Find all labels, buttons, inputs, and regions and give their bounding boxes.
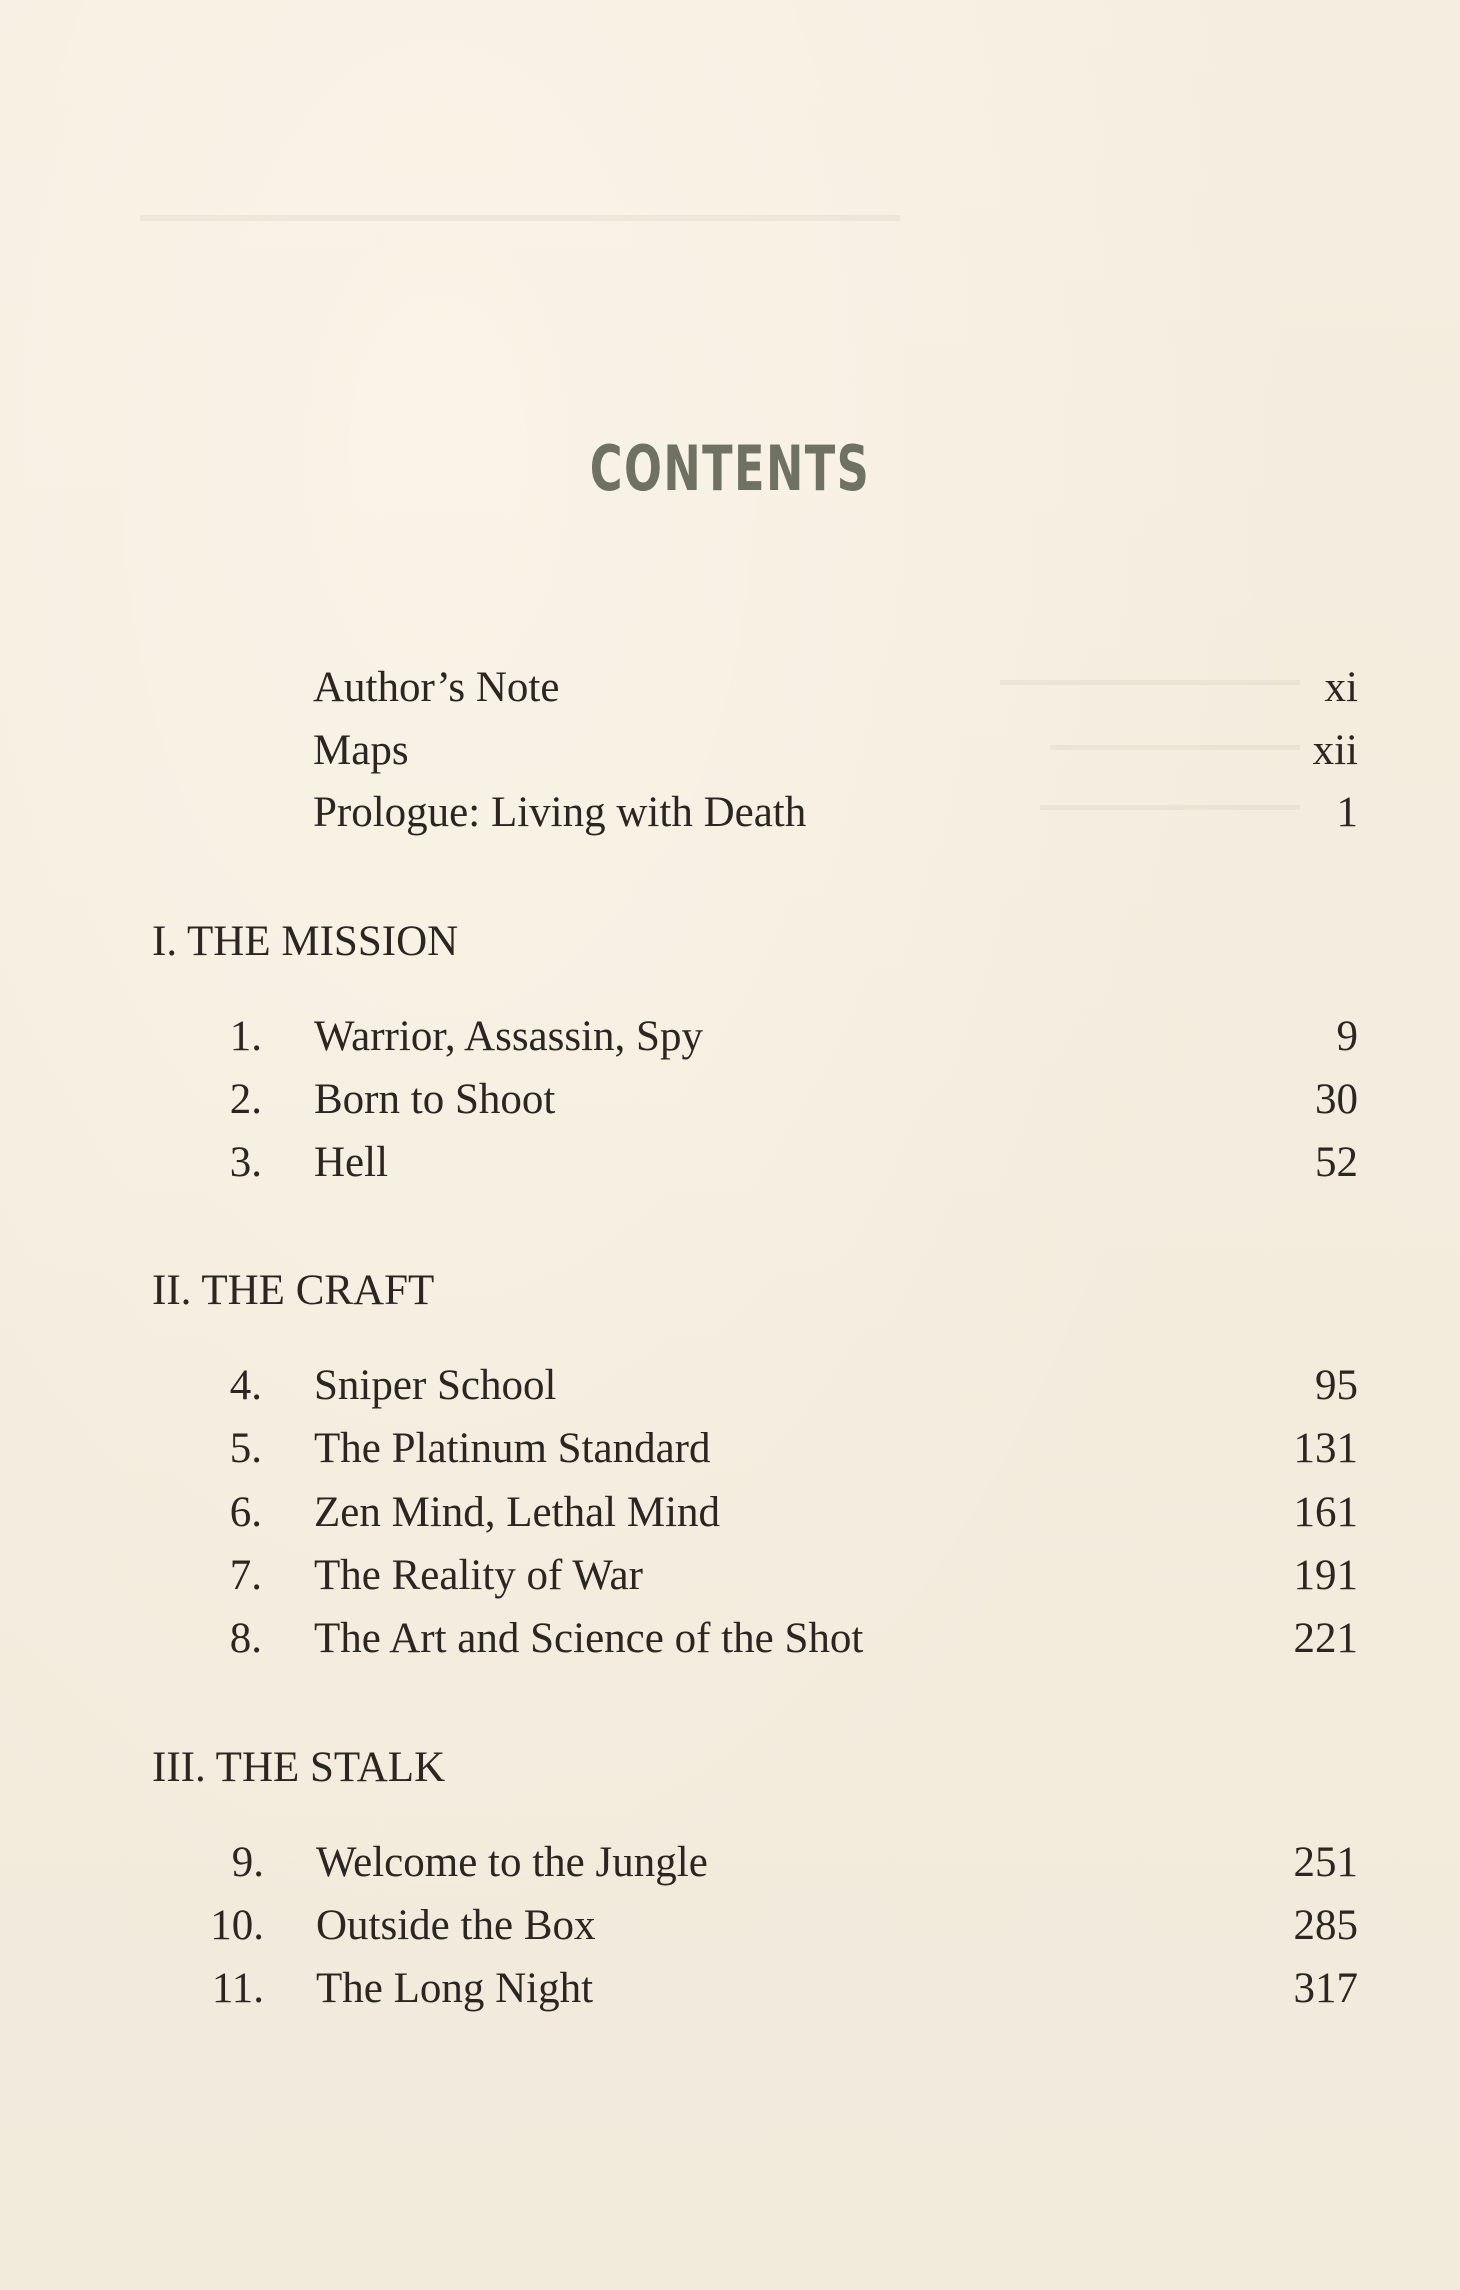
entry-page: 131 <box>1293 1425 1358 1472</box>
chapter-number: 4. <box>229 1362 262 1409</box>
toc-entry-chapter[interactable] <box>0 1427 1460 1477</box>
part-heading: III. THE STALK <box>152 1744 446 1791</box>
entry-page: 221 <box>1293 1615 1358 1662</box>
entry-label: Sniper School <box>314 1362 557 1409</box>
entry-label: The Platinum Standard <box>314 1425 711 1472</box>
chapter-number: 6. <box>229 1489 262 1536</box>
entry-label: Born to Shoot <box>314 1076 556 1123</box>
chapter-number: 11. <box>211 1965 264 2012</box>
chapter-number: 3. <box>229 1139 262 1186</box>
show-through-mark <box>140 215 900 221</box>
entry-label: The Reality of War <box>314 1552 643 1599</box>
toc-entry-maps[interactable] <box>0 729 1460 779</box>
toc-entry-authors-note[interactable] <box>0 666 1460 716</box>
entry-page: 285 <box>1293 1902 1358 1949</box>
toc-entry-chapter[interactable] <box>0 1904 1460 1954</box>
toc-entry-chapter[interactable] <box>0 1554 1460 1604</box>
entry-page: 161 <box>1293 1489 1358 1536</box>
entry-label: Outside the Box <box>316 1902 596 1949</box>
entry-page: 95 <box>1315 1362 1358 1409</box>
entry-label: Hell <box>314 1139 389 1186</box>
toc-entry-chapter[interactable] <box>0 1141 1460 1191</box>
chapter-number: 10. <box>210 1902 264 1949</box>
entry-page: xii <box>1312 727 1358 774</box>
toc-entry-chapter[interactable] <box>0 1015 1460 1065</box>
part-heading: I. THE MISSION <box>152 918 459 965</box>
entry-page: xi <box>1324 664 1358 711</box>
entry-page: 251 <box>1293 1839 1358 1886</box>
chapter-number: 5. <box>229 1425 262 1472</box>
entry-page: 191 <box>1293 1552 1358 1599</box>
toc-entry-prologue[interactable] <box>0 791 1460 841</box>
entry-label: The Long Night <box>316 1965 594 2012</box>
chapter-number: 2. <box>229 1076 262 1123</box>
chapter-number: 1. <box>229 1013 262 1060</box>
toc-entry-chapter[interactable] <box>0 1078 1460 1128</box>
entry-label: Maps <box>313 727 409 774</box>
entry-label: Author’s Note <box>313 664 560 711</box>
entry-label: Warrior, Assassin, Spy <box>314 1013 703 1060</box>
entry-label: Welcome to the Jungle <box>316 1839 708 1886</box>
toc-entry-chapter[interactable] <box>0 1841 1460 1891</box>
toc-entry-chapter[interactable] <box>0 1491 1460 1541</box>
chapter-number: 7. <box>229 1552 262 1599</box>
entry-page: 317 <box>1293 1965 1358 2012</box>
chapter-number: 9. <box>231 1839 264 1886</box>
entry-page: 30 <box>1315 1076 1358 1123</box>
entry-label: Zen Mind, Lethal Mind <box>314 1489 721 1536</box>
toc-entry-chapter[interactable] <box>0 1617 1460 1667</box>
toc-entry-chapter[interactable] <box>0 1364 1460 1414</box>
entry-label: The Art and Science of the Shot <box>314 1615 864 1662</box>
contents-title: CONTENTS <box>589 432 871 505</box>
entry-page: 9 <box>1336 1013 1358 1060</box>
part-heading: II. THE CRAFT <box>152 1267 435 1314</box>
entry-page: 52 <box>1315 1139 1358 1186</box>
entry-label: Prologue: Living with Death <box>313 789 807 836</box>
chapter-number: 8. <box>229 1615 262 1662</box>
toc-entry-chapter[interactable] <box>0 1967 1460 2017</box>
entry-page: 1 <box>1336 789 1358 836</box>
